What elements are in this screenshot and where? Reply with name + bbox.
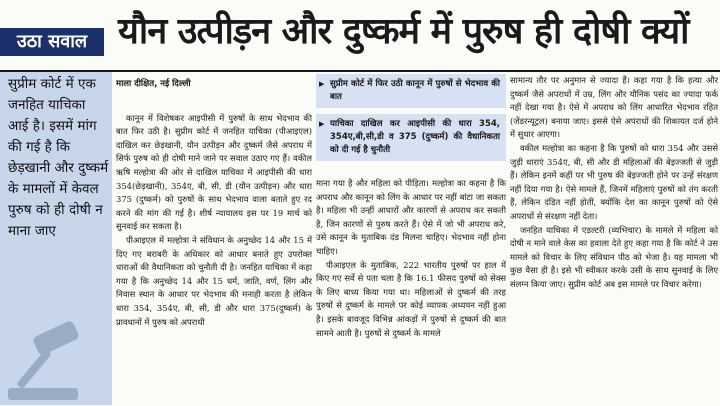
sidebar-summary-box (0, 72, 112, 405)
article-paragraph: कानून में विशेषकर आइपीसी में पुरुषों के साथ भेदभाव की बात फिर उठी है। सुप्रीम कोर्ट में जनहित याचिका (पीआइएल) दाखिल कर छेड़खानी, यौन उत्पीड़न और दुष्कर्म जैसे अपराध में सिर्फ पुरुष को ही दोषी माने जाने पर सवाल उठाए गए हैं। वकील ऋषि मल्होत्रा की ओर से दाखिल याचिका में आइपीसी की धारा 354(छेड़खानी), 354ए, बी, सी, डी (यौन उत्पीड़न) और धारा 375 (दुष्कर्म) को पुरुषों के साथ भेदभाव वाला बताते हुए रद करने की मांग की गई है। शीर्ष न्यायालय इस पर 19 मार्च को सुनवाई कर सकता है। (116, 112, 312, 232)
article-paragraph: सामान्य तौर पर अनुमान से ज्यादा हैं। कहा गया है कि हत्या और दुष्कर्म जैसे अपराधों में उम्र, लिंग और यौनिक पसंद का ज्यादा फर्क नहीं देखा गया है। ऐसे में अपराध को लिंग आधारित भेदभाव रहित (जेंडरन्यूट्रल) बनाया जाए। इससे ऐसे अपराधों की शिकायत दर्ज होने में सुधार आएगा। (510, 75, 718, 140)
article-paragraph: पीआइएल में मल्होत्रा ने संविधान के अनुच्छेद 14 और 15 में दिए गए बराबरी के अधिकार को आधार बनाते हुए उपरोक्त धाराओं की वैधानिकता को चुनौती दी है। जनहित याचिका में कहा गया है कि अनुच्छेद 14 और 15 धर्म, जाति, वर्ण, लिंग और निवास स्थान के आधार पर भेदभाव की मनाही करता है लेकिन धारा 354, 354ए, बी, सी, डी और धारा 375(दुष्कर्म) के प्रावधानों में पुरुष को अपराधी (116, 234, 312, 327)
headline: यौन उत्पीड़न और दुष्कर्म में पुरुष ही दोषी क्यों (118, 11, 689, 52)
article-column-1 (116, 74, 312, 404)
highlight-box: ▶ सुप्रीम कोर्ट में फिर उठी कानून में पुरुषों से भेदभाव की बात (316, 74, 506, 108)
article-column-3 (510, 74, 718, 404)
section-badge: उठा सवाल (0, 28, 104, 56)
header (0, 0, 720, 72)
article-column-2 (316, 74, 506, 404)
article-paragraph: पीआइएल के मुताबिक, 222 भारतीय पुरुषों पर हाल में किए गए सर्वे से पता चला है कि 16.1 फीसद पुरुषों को सेक्स के लिए बाध्य किया गया था। महिलाओं से दुष्कर्म की तरह पुरुषों से दुष्कर्म के मामले पर कोई व्यापक अध्ययन नहीं हुआ है। इसके बावजूद विभिन्न आंकड़ों में पुरुषों से दुष्कर्म की बात सामने आती है। पुरुषों से दुष्कर्म के मामले (316, 259, 506, 338)
highlight-box: ▶ याचिका दाखिल कर आइपीसी की धारा 354, 354ए,बी,सी,डी व 375 (दुष्कर्म) की वैधानिकता को दी गई है चुनौती (316, 114, 506, 161)
byline: माला दीक्षित, नई दिल्ली (116, 79, 191, 89)
article-paragraph: जनहित याचिका में एडल्टरी (व्यभिचार) के मामले में महिला को दोषी न माने वाले केस का हवाला देते हुए कहा गया है कि कोर्ट ने उस मामले को विचार के लिए संविधान पीठ को भेजा है। यह मामला भी कुछ वैसा ही है। इसे भी स्वीकार करके उसी के साथ सुनवाई के लिए संलग्न किया जाए। सुप्रीम कोर्ट अब इस मामले पर विचार करेगा। (510, 224, 718, 289)
sidebar-summary: सुप्रीम कोर्ट में एक जनहित याचिका आई है। इसमें मांग की गई है कि छेड़खानी और दुष्कर्म के मामलों में केवल पुरुष को ही दोषी न माना जाए (8, 76, 109, 239)
gavel-icon (0, 318, 112, 406)
article-paragraph: माना गया है और महिला को पीड़िता। मल्होत्रा का कहना है कि अपराध और कानून को लिंग के आधार पर नहीं बांटा जा सकता है। महिला भी उन्हीं आधारों और कारणों से अपराध कर सकती है, जिन कारणों से पुरुष करते हैं। ऐसे में जो भी अपराध करे, उसे कानून के मुताबिक दंड मिलना चाहिए। भेदभाव नहीं होना चाहिए। (316, 178, 506, 256)
article-paragraph: वकील मल्होत्रा का कहना है कि पुरुषों को धारा 354 और उससे जुड़ी धाराएं 354ए, बी, सी और डी महिलाओं की बेइज्जती से जुड़ी हैं। लेकिन इनमें कहीं पर भी पुरुष की बेइज्जती होने पर उन्हें संरक्षण नहीं दिया गया है। ऐसे मामले हैं, जिनमें महिलाएं पुरुषों को तंग करती हैं, लेकिन दंडित नहीं होतीं, क्योंकि देश का कानून पुरुषों को ऐसे अपराधों से संरक्षण नहीं देता। (510, 142, 718, 221)
